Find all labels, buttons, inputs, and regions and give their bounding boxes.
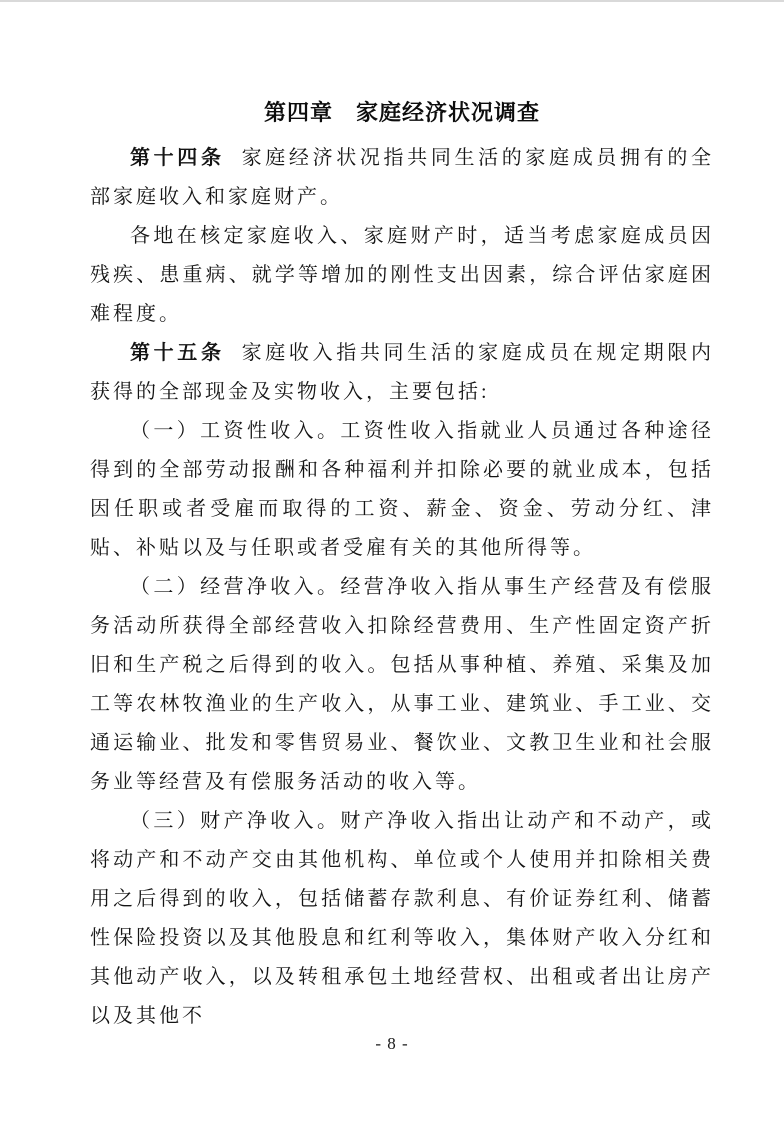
paragraph-item-1-wage-income — [90, 412, 714, 568]
scan-edge-artifact — [0, 0, 784, 2]
paragraph-article-15 — [90, 334, 714, 412]
paragraph-item-3-property-income — [90, 802, 714, 1036]
paragraph-text: 家庭经济状况指共同生活的家庭成员拥有的全部家庭收入和家庭财产。 — [90, 147, 715, 208]
paragraph-article-14 — [90, 139, 714, 217]
article-number-15: 第十五条 — [130, 342, 225, 364]
paragraph-text: 各地在核定家庭收入、家庭财产时，适当考虑家庭成员因残疾、患重病、就学等增加的刚性支出因素，综合评估家庭困难程度。 — [90, 225, 714, 325]
paragraph-text: （一）工资性收入。工资性收入指就业人员通过各种途径得到的全部劳动报酬和各种福利并扣除必要的就业成本，包括因任职或者受雇而取得的工资、薪金、资金、劳动分红、津贴、补贴以及与任职或者受雇有关的其他所得等。 — [90, 420, 714, 559]
document-body — [90, 139, 714, 1036]
paragraph-text: （三）财产净收入。财产净收入指出让动产和不动产，或将动产和不动产交由其他机构、单位或个人使用并扣除相关费用之后得到的收入，包括储蓄存款利息、有价证券红利、储蓄性保险投资以及其他股息和红利等收入，集体财产收入分红和其他动产收入，以及转租承包土地经营权、出租或者出让房产以及其他不 — [90, 810, 714, 1027]
paragraph-text: 家庭收入指共同生活的家庭成员在规定期限内获得的全部现金及实物收入，主要包括: — [90, 342, 715, 403]
article-number-14: 第十四条 — [130, 147, 225, 169]
paragraph-rigid-expenses — [90, 217, 714, 334]
chapter-title: 第四章 家庭经济状况调查 — [263, 101, 540, 126]
paragraph-item-2-business-income — [90, 568, 714, 802]
page-number: - 8 - — [375, 1034, 409, 1053]
paragraph-text: （二）经营净收入。经营净收入指从事生产经营及有偿服务活动所获得全部经营收入扣除经营费用、生产性固定资产折旧和生产税之后得到的收入。包括从事种植、养殖、采集及加工等农林牧渔业的生产收入，从事工业、建筑业、手工业、交通运输业、批发和零售贸易业、餐饮业、文教卫生业和社会服务业等经营及有偿服务活动的收入等。 — [90, 576, 714, 793]
